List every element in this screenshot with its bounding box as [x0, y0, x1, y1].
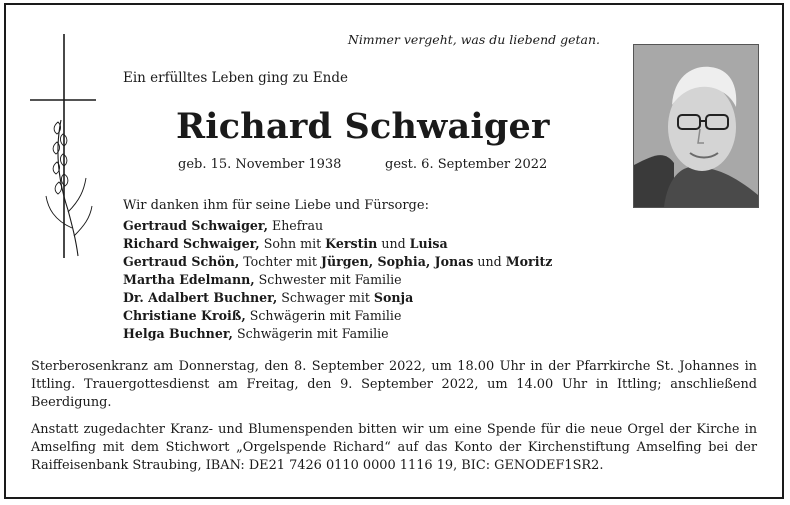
- family-member-line: [123, 307, 552, 325]
- family-name: Gertraud Schön,: [123, 254, 240, 269]
- donation-paragraph: Anstatt zugedachter Kranz- und Blumenspenden bitten wir um eine Spende für die neue Orgel der Kirche in Amselfing mit dem Stichwort „Orgelspende Richard“ auf das Konto der Kirchenstiftung Amselfing bei der Raiffeisenbank Straubing, IBAN: DE21 7426 0110 0000 1116 19, BIC: GENODEF1SR2.: [31, 422, 757, 473]
- family-member-line: [123, 289, 552, 307]
- cross-with-wheat-icon: [28, 30, 98, 260]
- family-relation: Schwager mit: [277, 290, 374, 305]
- death-date: gest. 6. September 2022: [385, 157, 548, 172]
- family-name: Sonja: [373, 290, 414, 305]
- family-name: Kerstin: [325, 236, 378, 251]
- thanks-line: Wir danken ihm für seine Liebe und Fürsorge:: [123, 198, 429, 213]
- intro-line: Ein erfülltes Leben ging zu Ende: [123, 70, 348, 86]
- portrait-photo: [633, 44, 759, 208]
- family-name: Gertraud Schwaiger,: [123, 218, 268, 233]
- family-relation: Schwägerin mit Familie: [232, 326, 389, 341]
- family-name: Helga Buchner,: [123, 326, 233, 341]
- family-relation: Tochter mit: [239, 254, 321, 269]
- family-relation: Sohn mit: [259, 236, 326, 251]
- deceased-name: Richard Schwaiger: [176, 106, 550, 147]
- family-name: Dr. Adalbert Buchner,: [123, 290, 278, 305]
- birth-date: geb. 15. November 1938: [178, 157, 342, 172]
- family-name: Luisa: [409, 236, 448, 251]
- family-relation: Ehefrau: [268, 218, 324, 233]
- family-member-line: [123, 217, 552, 235]
- family-relation: und: [473, 254, 506, 269]
- family-member-line: [123, 271, 552, 289]
- portrait-illustration: [634, 45, 758, 207]
- family-name: Richard Schwaiger,: [123, 236, 260, 251]
- family-relation: Schwester mit Familie: [254, 272, 402, 287]
- family-member-line: [123, 253, 552, 271]
- service-info-paragraph: Sterberosenkranz am Donnerstag, den 8. September 2022, um 18.00 Uhr in der Pfarrkirche St. Johannes in Ittling. Trauergottesdienst am Freitag, den 9. September 2022, um 14.00 Uhr in Ittling; anschließend Beerdigung.: [31, 359, 757, 410]
- family-name: Martha Edelmann,: [123, 272, 255, 287]
- family-list: [123, 217, 552, 343]
- family-name: Moritz: [505, 254, 553, 269]
- memorial-quote: Nimmer vergeht, was du liebend getan.: [347, 32, 600, 47]
- family-relation: Schwägerin mit Familie: [245, 308, 402, 323]
- family-member-line: [123, 325, 552, 343]
- family-relation: und: [377, 236, 410, 251]
- family-member-line: [123, 235, 552, 253]
- family-name: Christiane Kroiß,: [123, 308, 246, 323]
- family-name: Jürgen, Sophia, Jonas: [320, 254, 474, 269]
